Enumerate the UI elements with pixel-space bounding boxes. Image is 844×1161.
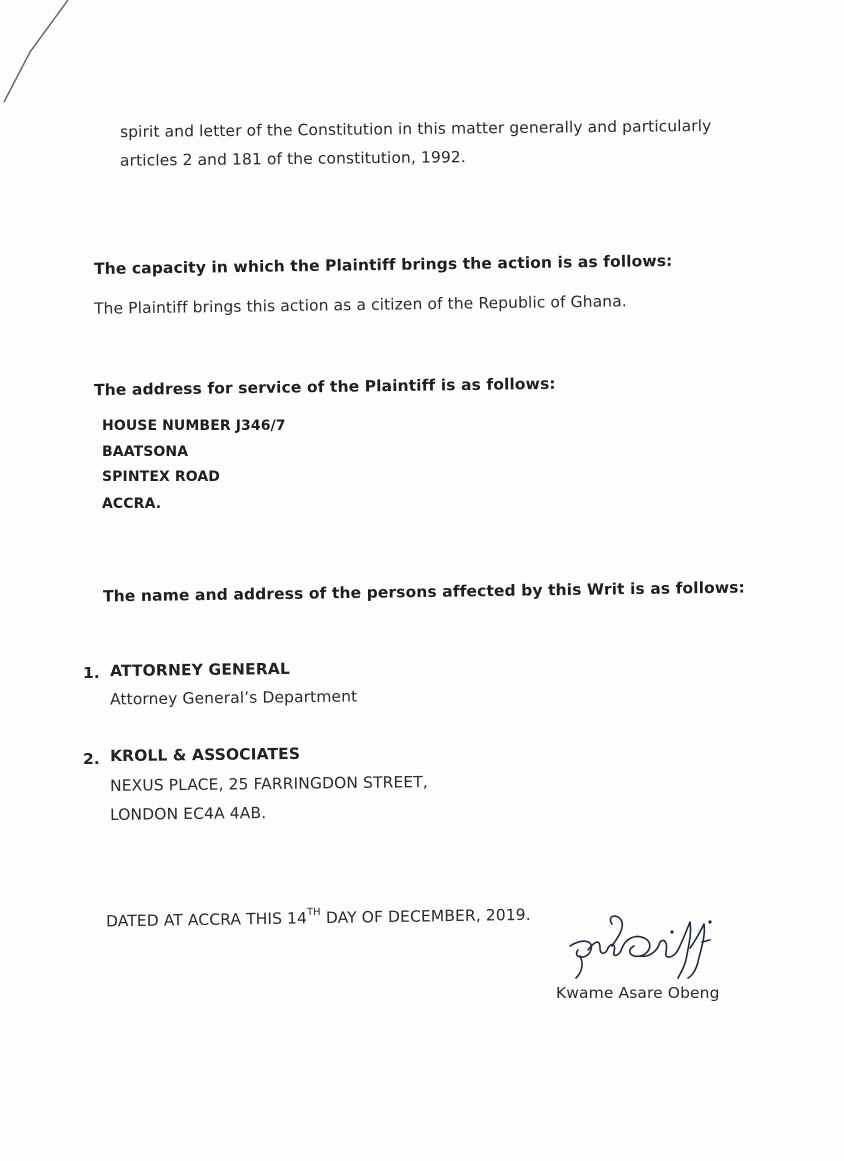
dated-prefix: DATED AT ACCRA THIS 14 bbox=[105, 909, 308, 931]
capacity-text: The Plaintiff brings this action as a citizen of the Republic of Ghana. bbox=[93, 292, 627, 318]
item-number: 1. bbox=[83, 664, 100, 682]
item-line: Attorney General’s Department bbox=[109, 687, 358, 709]
signer-name: Kwame Asare Obeng bbox=[556, 984, 720, 1002]
item-line: NEXUS PLACE, 25 FARRINGDON STREET, bbox=[109, 773, 428, 795]
item-number: 2. bbox=[83, 750, 100, 768]
address-line: SPINTEX ROAD bbox=[102, 469, 221, 485]
item-line: LONDON EC4A 4AB. bbox=[109, 804, 267, 824]
dated-line bbox=[106, 906, 531, 931]
dated-superscript: TH bbox=[306, 906, 321, 919]
item-title: ATTORNEY GENERAL bbox=[109, 659, 290, 681]
scan-edge-line bbox=[0, 0, 90, 110]
intro-line-1: spirit and letter of the Constitution in this matter generally and particularly bbox=[119, 116, 712, 142]
handwritten-signature bbox=[560, 912, 740, 982]
dated-suffix: DAY OF DECEMBER, 2019. bbox=[320, 905, 531, 928]
capacity-heading: The capacity in which the Plaintiff brings the action is as follows: bbox=[93, 251, 673, 279]
address-line: BAATSONA bbox=[102, 444, 189, 460]
item-title: KROLL & ASSOCIATES bbox=[109, 744, 301, 766]
affected-heading: The name and address of the persons affected by this Writ is as follows: bbox=[102, 578, 745, 606]
address-line: HOUSE NUMBER J346/7 bbox=[102, 418, 286, 434]
intro-line-2: articles 2 and 181 of the constitution, 1992. bbox=[119, 148, 466, 170]
address-heading: The address for service of the Plaintiff is as follows: bbox=[93, 374, 556, 400]
address-line: ACCRA. bbox=[102, 496, 162, 512]
